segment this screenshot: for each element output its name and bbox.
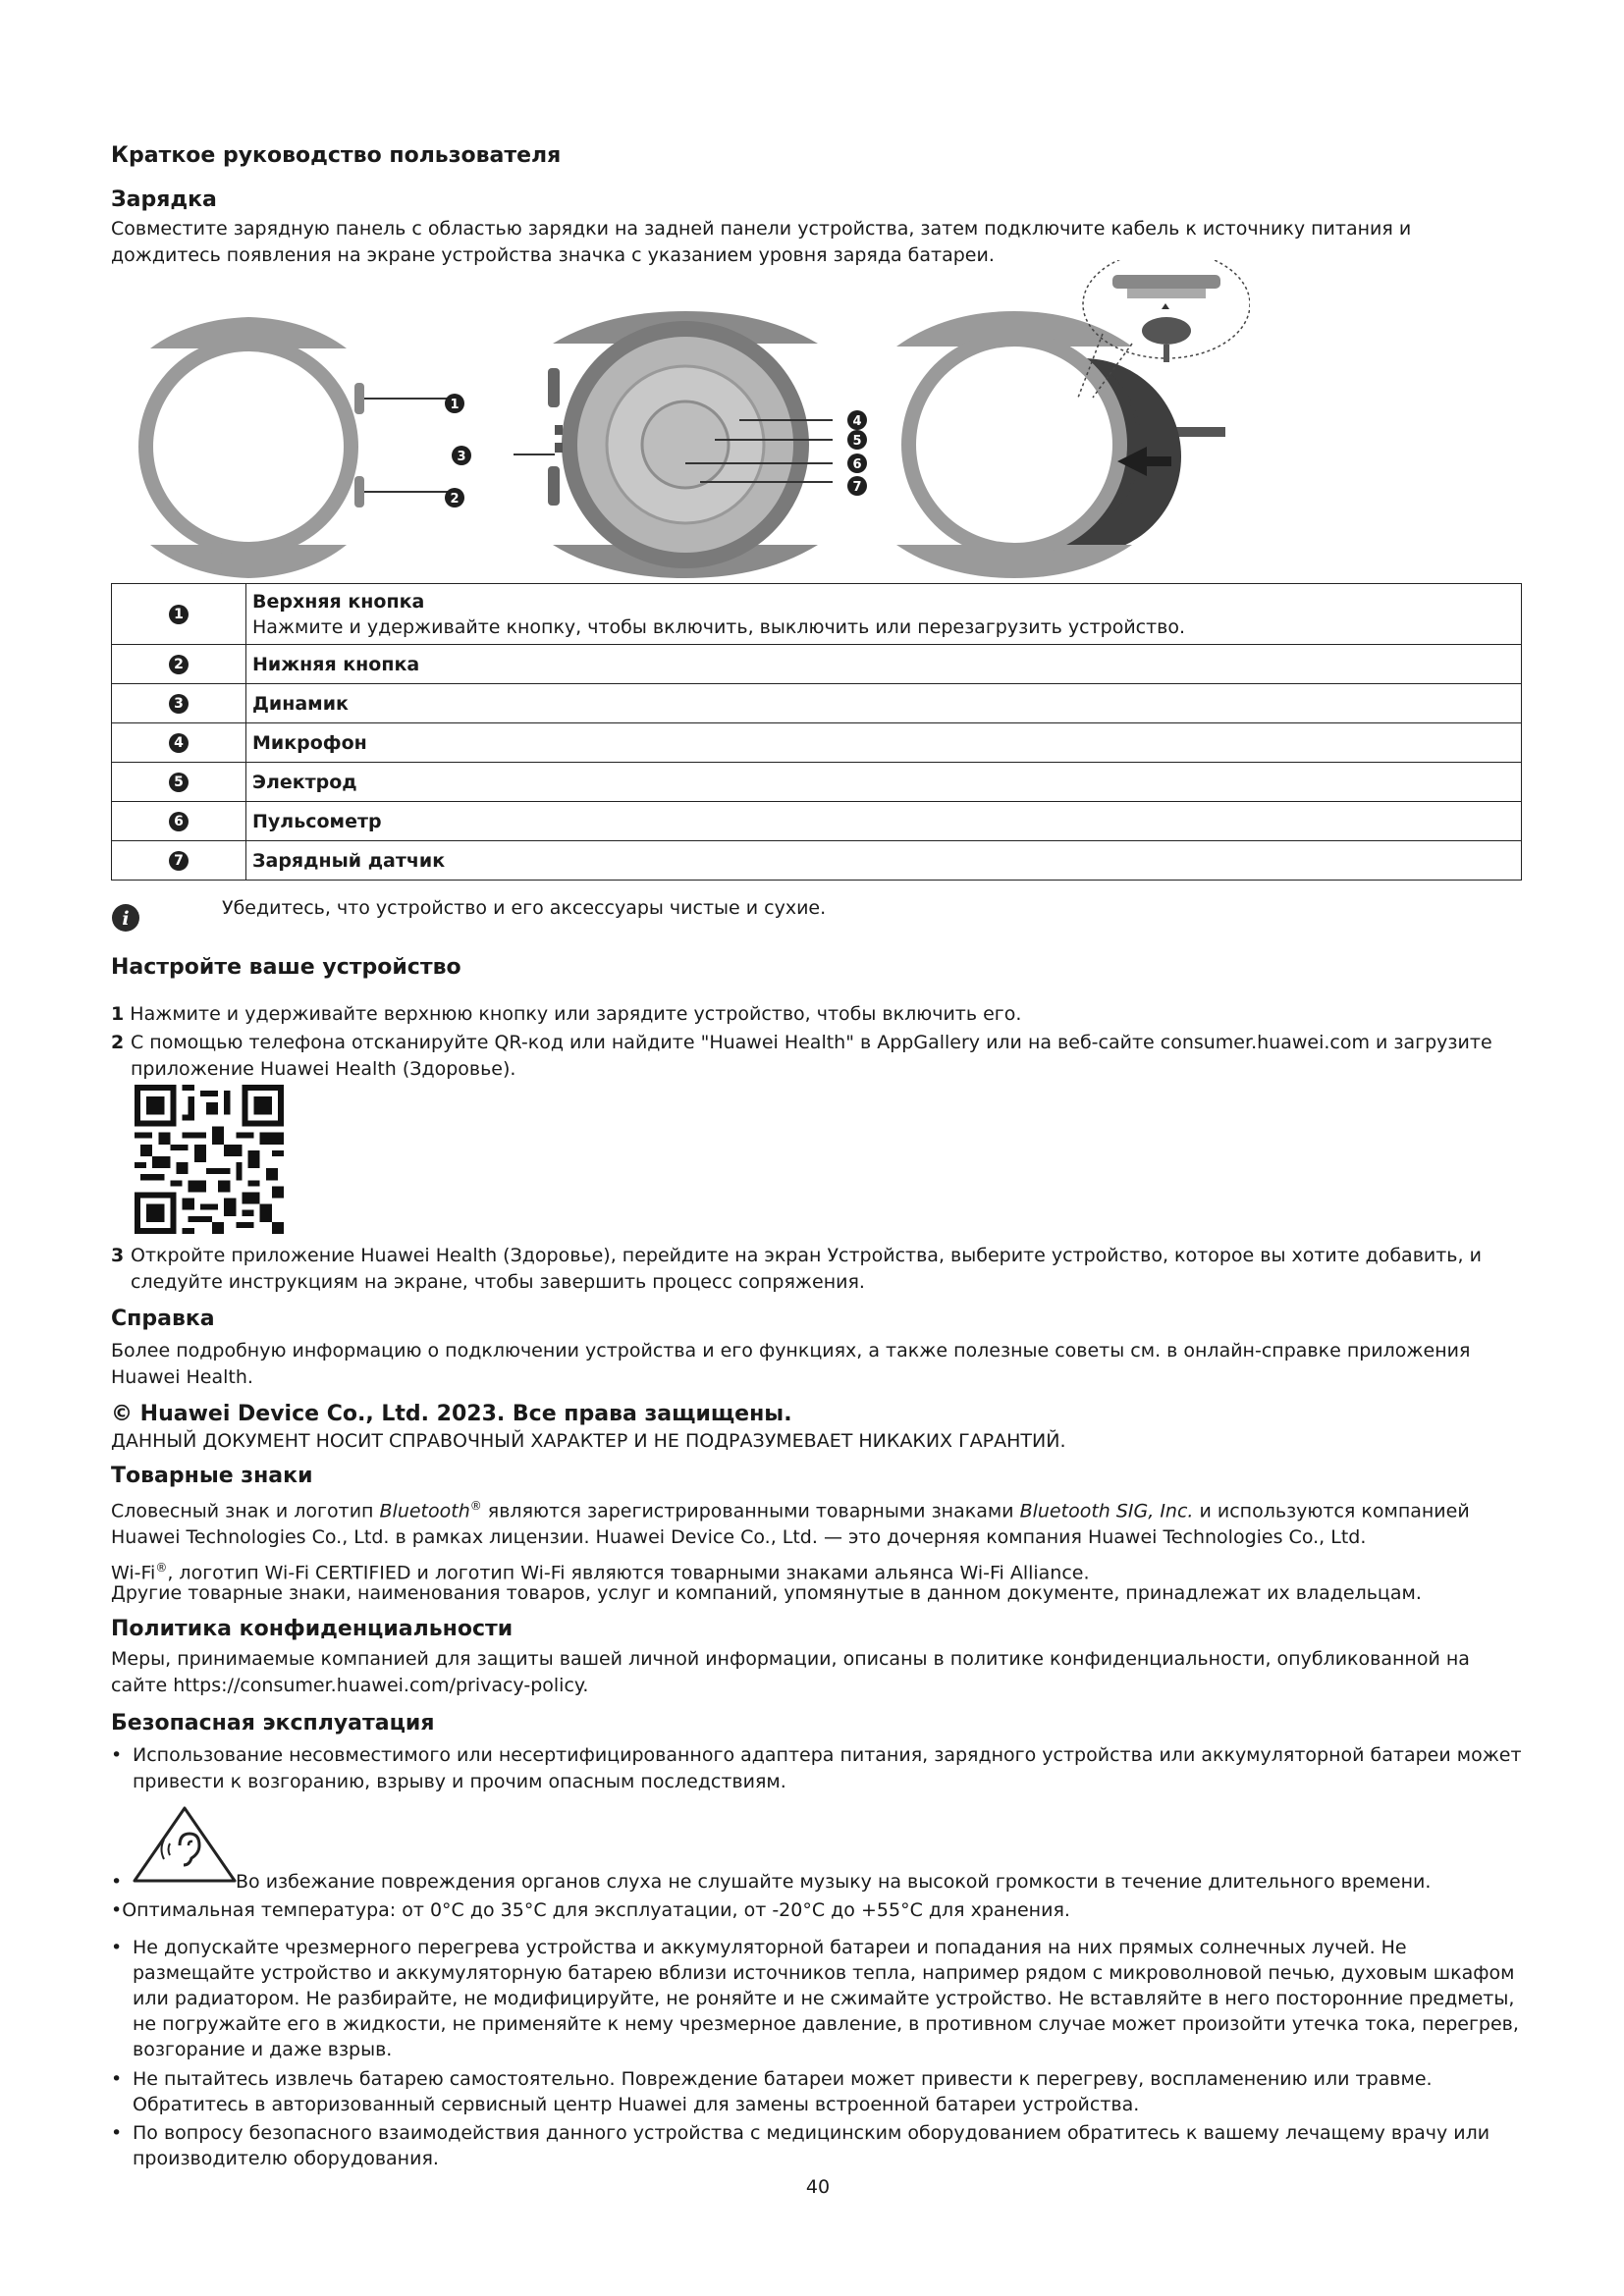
- table-row: [112, 584, 1522, 645]
- safety-item-1: • Использование несовместимого или несертифицированного адаптера питания, зарядного устройства или аккумуляторной батареи может привести к возгоранию, взрыву и прочим опасным последствиям.: [111, 1744, 1522, 1792]
- part-number-cell: [112, 584, 246, 645]
- copyright-heading: © Huawei Device Co., Ltd. 2023. Все права защищены.: [111, 1402, 792, 1426]
- trademarks-paragraph-3: Другие товарные знаки, наименования товаров, услуг и компаний, упомянутые в данном документе, принадлежат их владельцам.: [111, 1582, 1422, 1604]
- callout-4: [847, 410, 867, 430]
- part-name: Зарядный датчик: [252, 849, 446, 872]
- part-number-badge: 4: [169, 733, 189, 753]
- charging-heading: Зарядка: [111, 187, 217, 212]
- trademarks-paragraph-2: Wi-Fi®, логотип Wi-Fi CERTIFIED и логотип Wi-Fi являются товарными знаками альянса Wi-Fi Alliance.: [111, 1561, 1090, 1584]
- svg-text:1: 1: [450, 398, 460, 412]
- svg-text:2: 2: [450, 492, 460, 507]
- table-row: [112, 763, 1522, 802]
- charging-text: Совместите зарядную панель с областью зарядки на задней панели устройства, затем подключите кабель к источнику питания и дождитесь появления на экране устройства значка с указанием уровня заряда батареи.: [111, 218, 1412, 266]
- part-name: Динамик: [252, 692, 349, 715]
- note-text: Убедитесь, что устройство и его аксессуары чистые и сухие.: [222, 897, 827, 919]
- page-number: 40: [805, 2176, 831, 2198]
- help-heading: Справка: [111, 1307, 215, 1331]
- callout-3: [452, 446, 471, 465]
- part-cell: [246, 584, 1522, 645]
- help-text: Более подробную информацию о подключении устройства и его функциях, а также полезные советы см. в онлайн-справке приложения Huawei Health.: [111, 1340, 1471, 1388]
- callout-5: [847, 430, 867, 450]
- page-title: Краткое руководство пользователя: [111, 143, 562, 168]
- watch-charging-illustration: [896, 260, 1250, 578]
- watch-front-illustration: [138, 317, 364, 578]
- callout-2: [445, 488, 464, 507]
- setup-heading: Настройте ваше устройство: [111, 955, 461, 980]
- table-row: [112, 645, 1522, 684]
- setup-step-1: [111, 1001, 1525, 1028]
- part-number-badge: 3: [169, 694, 189, 714]
- info-icon: [111, 903, 140, 933]
- callout-6: [847, 454, 867, 473]
- part-number-badge: 2: [169, 655, 189, 674]
- step-text: Нажмите и удерживайте верхнюю кнопку или зарядите устройство, чтобы включить его.: [130, 1003, 1022, 1025]
- part-name: Микрофон: [252, 731, 367, 754]
- trademarks-heading: Товарные знаки: [111, 1464, 313, 1488]
- part-name: Верхняя кнопка: [252, 590, 425, 613]
- trademarks-paragraph-1: Словесный знак и логотип Bluetooth® являются зарегистрированными товарными знаками Bluetooth SIG, Inc. и используются компанией Huawei Technologies Co., Ltd. в рамках лицензии. Huawei Device Co., Ltd. — это дочерняя компания Huawei Technologies Co., Ltd.: [111, 1499, 1470, 1549]
- step-text: Откройте приложение Huawei Health (Здоровье), перейдите на экран Устройства, выберите устройство, которое вы хотите добавить, и следуйте инструкциям на экране, чтобы завершить процесс сопряжения.: [131, 1245, 1482, 1293]
- qr-code: [135, 1085, 284, 1234]
- table-row: [112, 841, 1522, 881]
- svg-text:7: 7: [852, 480, 862, 495]
- safety-heading: Безопасная эксплуатация: [111, 1711, 435, 1735]
- watch-back-illustration: [548, 311, 818, 578]
- hearing-warning-icon: [131, 1804, 239, 1885]
- table-row: [112, 684, 1522, 723]
- watch-diagram: [111, 260, 1250, 579]
- privacy-text: Меры, принимаемые компанией для защиты вашей личной информации, описаны в политике конфиденциальности, опубликованной на сайте https://consumer.huawei.com/privacy-policy.: [111, 1648, 1470, 1696]
- step-number: 3: [111, 1245, 125, 1266]
- disclaimer-text: ДАННЫЙ ДОКУМЕНТ НОСИТ СПРАВОЧНЫЙ ХАРАКТЕР И НЕ ПОДРАЗУМЕВАЕТ НИКАКИХ ГАРАНТИЙ.: [111, 1430, 1066, 1452]
- callout-1: [445, 394, 464, 413]
- svg-text:i: i: [122, 908, 130, 930]
- part-name: Нижняя кнопка: [252, 653, 420, 675]
- step-number: 2: [111, 1032, 125, 1053]
- part-name: Пульсометр: [252, 810, 382, 832]
- table-row: [112, 723, 1522, 763]
- part-number-badge: 7: [169, 851, 189, 871]
- callout-7: [847, 476, 867, 496]
- step-number: 1: [111, 1003, 125, 1025]
- safety-item-3: •Оптимальная температура: от 0°C до 35°C для эксплуатации, от -20°C до +55°C для хранения.: [111, 1899, 1070, 1921]
- parts-table: [111, 583, 1522, 881]
- svg-text:4: 4: [852, 414, 862, 429]
- part-number-badge: 5: [169, 773, 189, 792]
- svg-text:3: 3: [457, 450, 466, 464]
- table-row: [112, 802, 1522, 841]
- step-text: С помощью телефона отсканируйте QR-код или найдите "Huawei Health" в AppGallery или на веб-сайте consumer.huawei.com и загрузите приложение Huawei Health (Здоровье).: [131, 1032, 1492, 1080]
- part-name: Электрод: [252, 771, 357, 793]
- privacy-heading: Политика конфиденциальности: [111, 1617, 514, 1641]
- svg-text:5: 5: [852, 434, 862, 449]
- part-number-badge: 6: [169, 812, 189, 831]
- part-description: Нажмите и удерживайте кнопку, чтобы включить, выключить или перезагрузить устройство.: [252, 615, 1186, 638]
- part-number-badge: 1: [169, 605, 189, 624]
- svg-text:6: 6: [852, 457, 862, 472]
